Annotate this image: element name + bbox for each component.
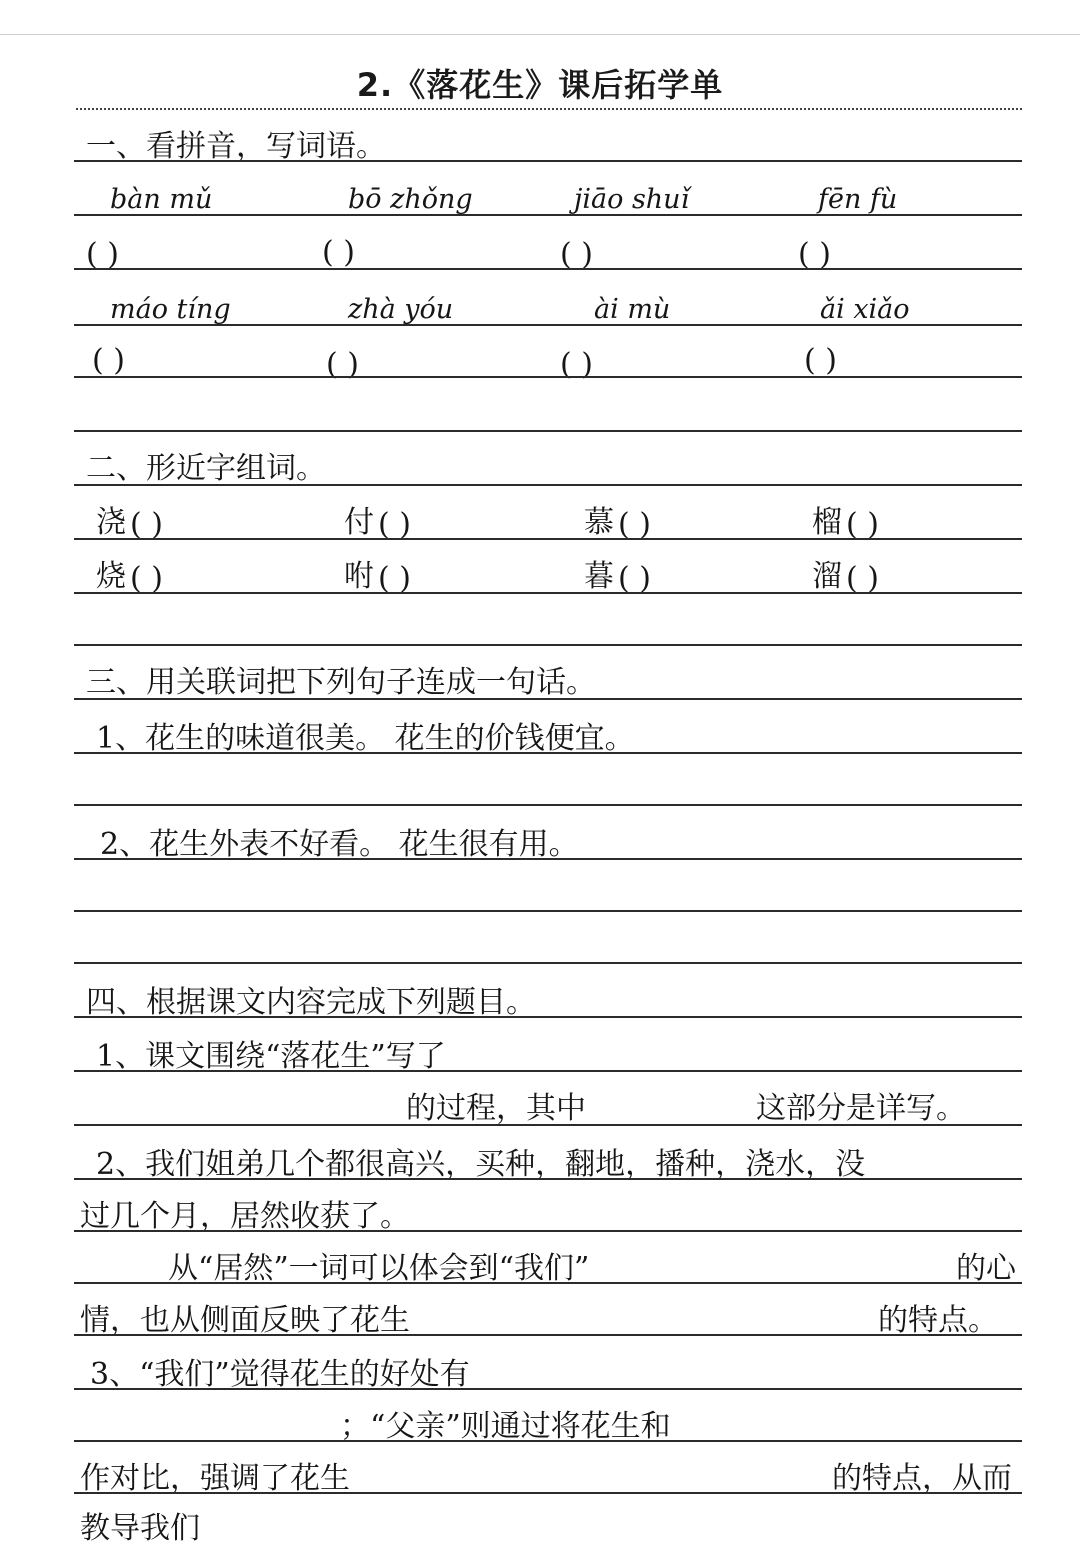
answer-blank[interactable]: ( )	[846, 561, 879, 596]
answer-blank[interactable]: ( )	[92, 343, 125, 378]
question-4-3-a: 3、“我们”觉得花生的好处有	[90, 1357, 470, 1392]
title-underline	[76, 108, 1022, 110]
question-4-2-c2: 的心	[956, 1251, 1016, 1286]
section3-heading: 三、用关联词把下列句子连成一句话。	[86, 665, 596, 700]
question-4-3-c1: 作对比，强调了花生	[80, 1461, 350, 1496]
page-top-edge	[0, 34, 1080, 35]
char-fu2: 咐	[344, 559, 374, 594]
question-4-1-b2: 这部分是详写。	[756, 1091, 966, 1126]
answer-blank[interactable]: ( )	[130, 561, 163, 596]
question-4-3-b: ；“父亲”则通过将花生和	[340, 1409, 671, 1444]
answer-blank[interactable]: ( )	[378, 561, 411, 596]
pinyin-banmu: bàn mǔ	[110, 184, 213, 215]
question-4-2-c1: 从“居然”一词可以体会到“我们”	[168, 1251, 590, 1286]
question-4-3-d: 教导我们	[80, 1511, 200, 1546]
rule	[74, 1230, 1022, 1232]
char-shao: 烧	[96, 559, 126, 594]
rule	[74, 430, 1022, 432]
question-4-2-b: 过几个月，居然收获了。	[80, 1199, 410, 1234]
answer-line[interactable]	[74, 804, 1022, 806]
char-jiao: 浇	[96, 505, 126, 540]
answer-blank[interactable]: ( )	[322, 235, 355, 270]
rule	[74, 324, 1022, 326]
rule	[74, 698, 1022, 700]
rule	[74, 962, 1022, 964]
answer-blank[interactable]: ( )	[378, 507, 411, 542]
answer-blank[interactable]: ( )	[326, 347, 359, 382]
char-liu2: 溜	[812, 559, 842, 594]
section4-heading: 四、根据课文内容完成下列题目。	[86, 985, 536, 1020]
question-4-2-a: 2、我们姐弟几个都很高兴，买种，翻地，播种，浇水，没	[96, 1147, 866, 1182]
rule	[74, 376, 1022, 378]
char-fu: 付	[344, 505, 374, 540]
rule	[74, 752, 1022, 754]
section1-heading: 一、看拼音，写词语。	[86, 129, 386, 164]
answer-blank[interactable]: ( )	[618, 561, 651, 596]
rule	[74, 268, 1022, 270]
question-4-2-d1: 情，也从侧面反映了花生	[80, 1303, 410, 1338]
answer-blank[interactable]: ( )	[804, 343, 837, 378]
pinyin-maoting: máo tíng	[110, 294, 231, 325]
question-3-2: 2、花生外表不好看。 花生很有用。	[100, 827, 579, 862]
worksheet-title: 2.《落花生》课后拓学单	[356, 66, 724, 104]
question-4-3-c2: 的特点，从而	[832, 1461, 1012, 1496]
question-3-1: 1、花生的味道很美。 花生的价钱便宜。	[96, 721, 635, 756]
rule	[74, 858, 1022, 860]
rule	[74, 644, 1022, 646]
answer-blank[interactable]: ( )	[560, 237, 593, 272]
answer-line[interactable]	[74, 1282, 1022, 1284]
rule	[74, 592, 1022, 594]
pinyin-aimu: ài mù	[594, 294, 671, 325]
answer-blank[interactable]: ( )	[560, 347, 593, 382]
answer-line[interactable]	[74, 1124, 1022, 1126]
rule	[74, 1016, 1022, 1018]
pinyin-jiaoshui: jiāo shuǐ	[574, 184, 690, 215]
question-4-2-d2: 的特点。	[878, 1303, 998, 1338]
answer-line[interactable]	[74, 1440, 1022, 1442]
question-4-1-a: 1、课文围绕“落花生”写了	[96, 1039, 446, 1074]
answer-line[interactable]	[74, 1492, 1022, 1494]
answer-blank[interactable]: ( )	[798, 237, 831, 272]
pinyin-aixiao: ǎi xiǎo	[820, 294, 910, 325]
rule	[74, 484, 1022, 486]
answer-blank[interactable]: ( )	[846, 507, 879, 542]
answer-blank[interactable]: ( )	[618, 507, 651, 542]
rule	[74, 214, 1022, 216]
char-mu2: 暮	[584, 559, 614, 594]
answer-blank[interactable]: ( )	[130, 507, 163, 542]
pinyin-zhayou: zhà yóu	[348, 294, 454, 325]
section2-heading: 二、形近字组词。	[86, 451, 326, 486]
answer-blank[interactable]: ( )	[86, 237, 119, 272]
rule	[74, 1178, 1022, 1180]
answer-line[interactable]	[74, 910, 1022, 912]
question-4-1-b1: 的过程，其中	[406, 1091, 586, 1126]
char-liu: 榴	[812, 505, 842, 540]
rule	[74, 538, 1022, 540]
rule	[74, 160, 1022, 162]
char-mu: 慕	[584, 505, 614, 540]
pinyin-bozhong: bō zhǒng	[348, 184, 473, 215]
answer-line[interactable]	[74, 1070, 1022, 1072]
pinyin-fenfu: fēn fù	[818, 184, 898, 215]
answer-line[interactable]	[74, 1334, 1022, 1336]
answer-line[interactable]	[74, 1388, 1022, 1390]
